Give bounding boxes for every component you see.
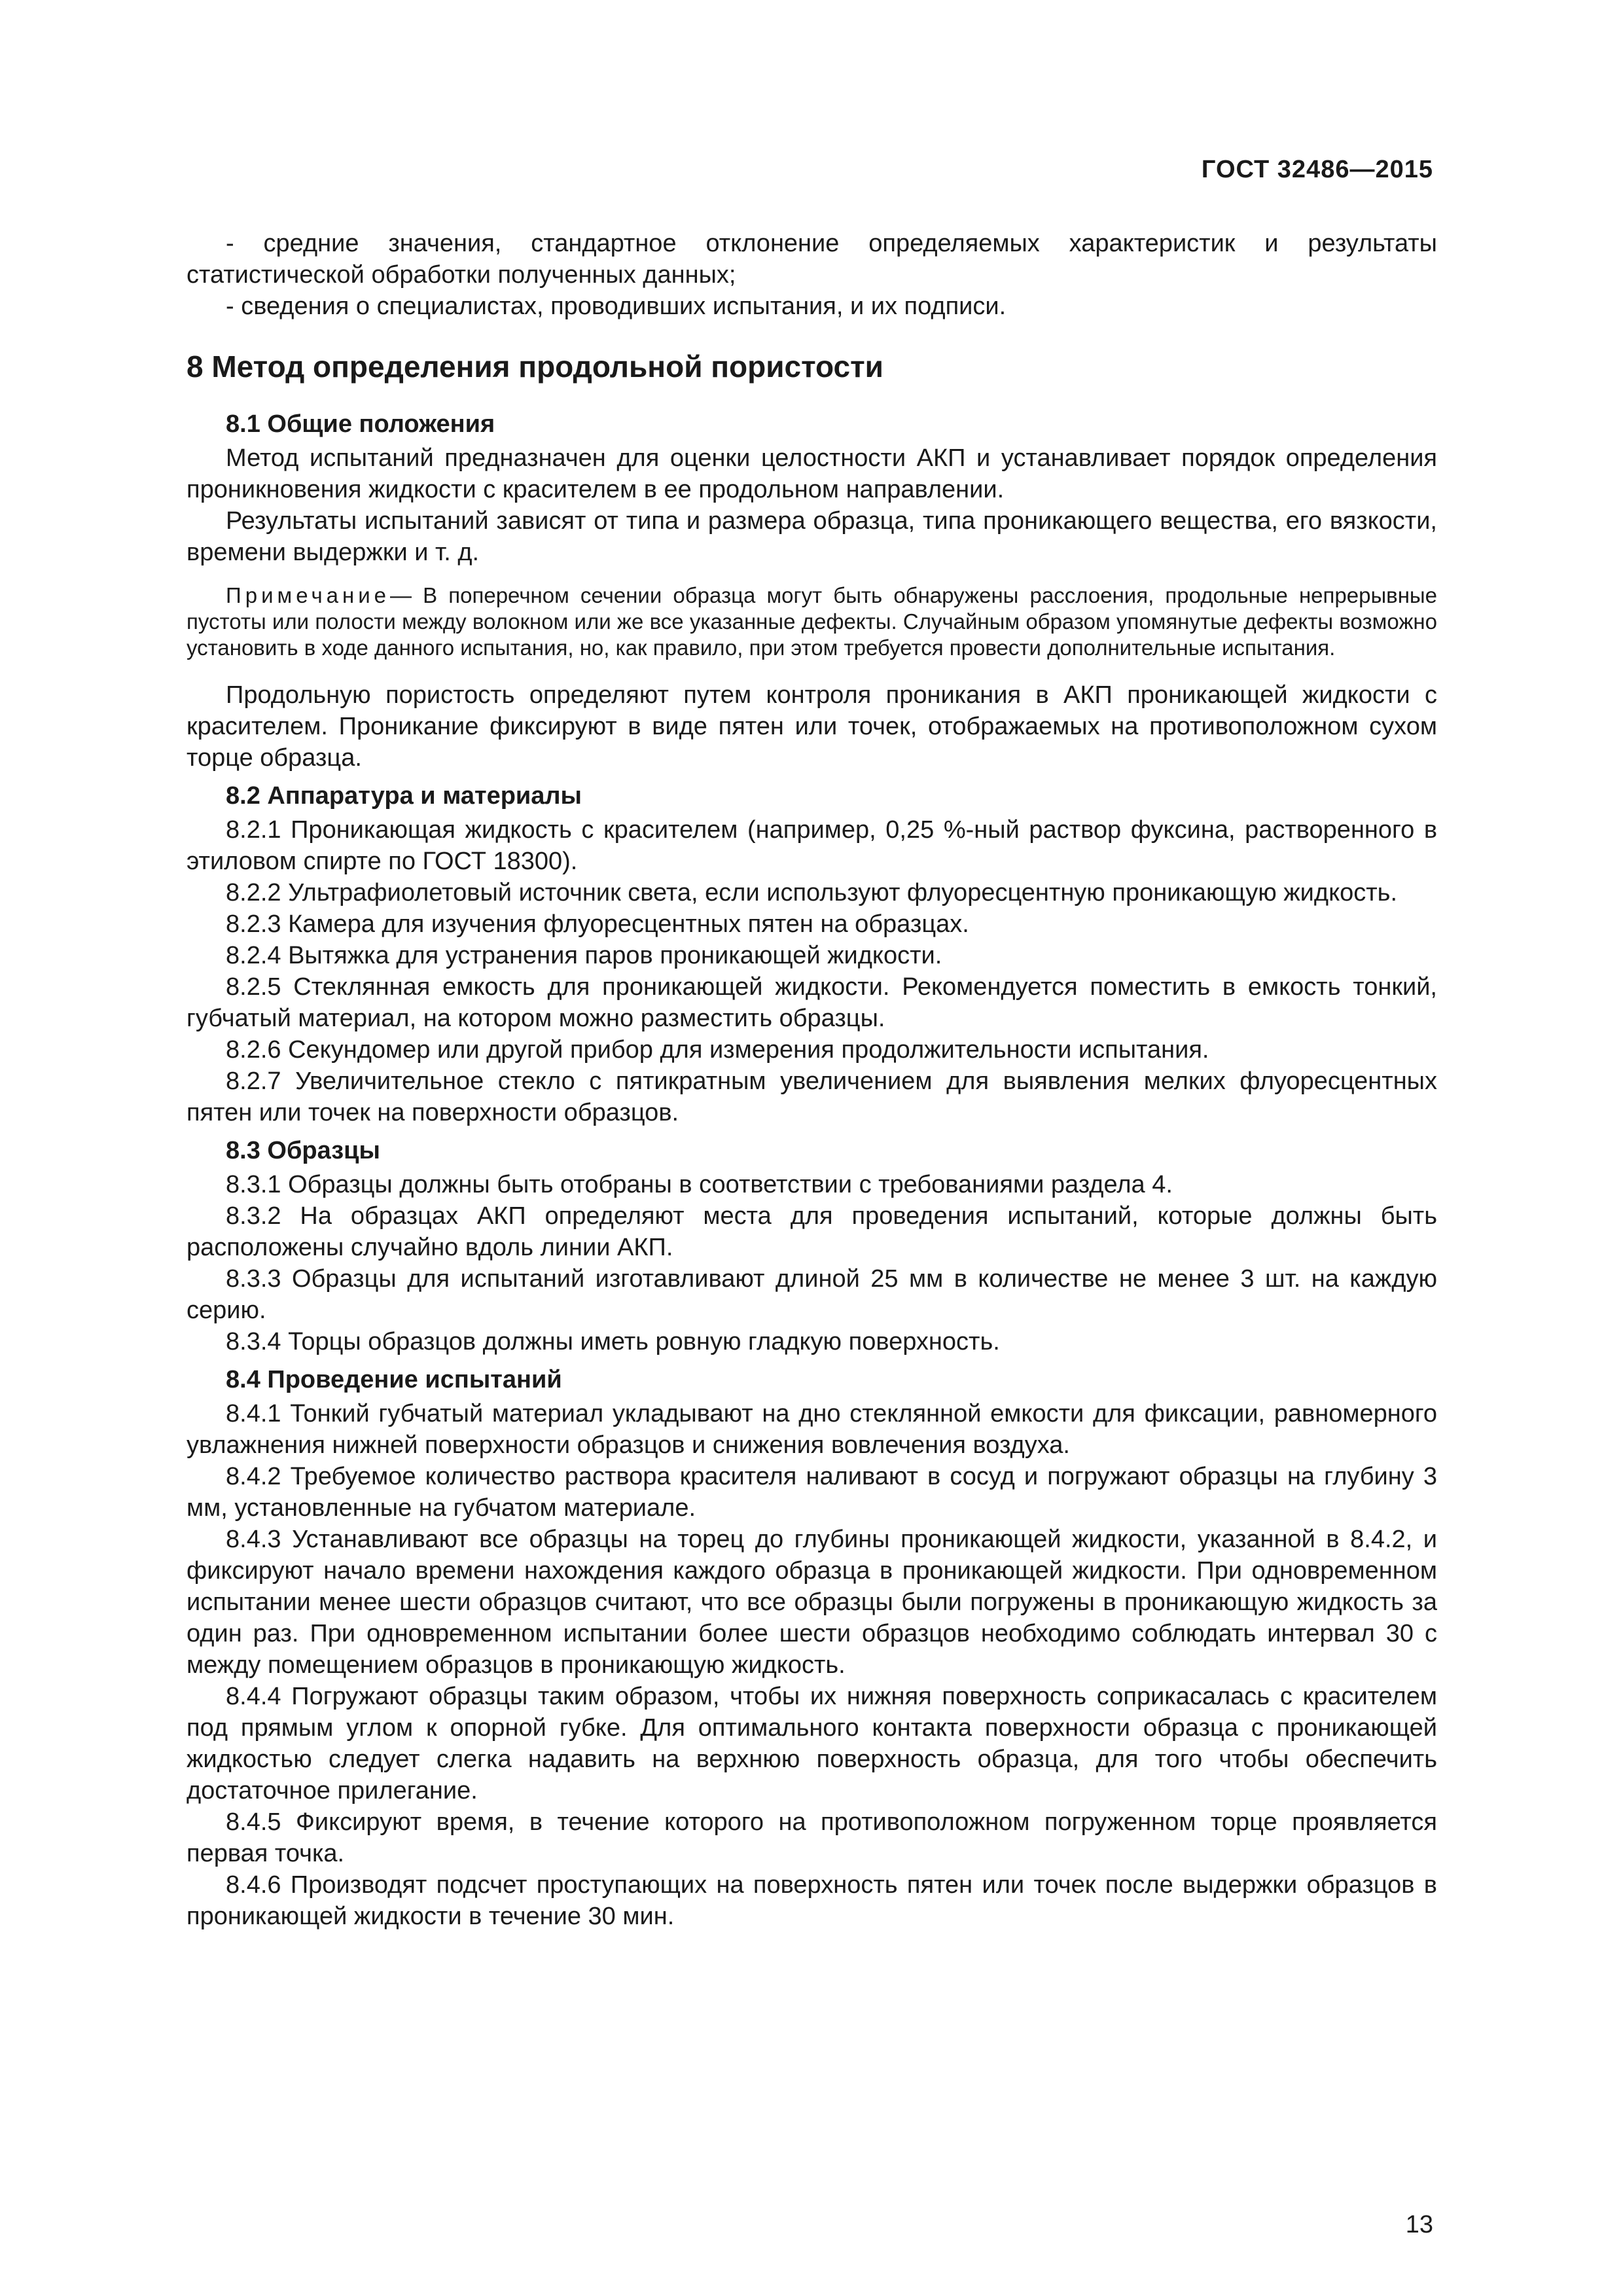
- list-item: 8.4.2 Требуемое количество раствора красителя наливают в сосуд и погружают образцы на глубину 3 мм, установленные на губчатом материале.: [187, 1463, 1437, 1522]
- subsection-title: 8.2 Аппаратура и материалы: [226, 782, 582, 810]
- paragraph: Метод испытаний предназначен для оценки целостности АКП и устанавливает порядок определения проникновения жидкости с красителем в ее продольном направлении.: [187, 444, 1437, 503]
- list-item: 8.4.1 Тонкий губчатый материал укладывают на дно стеклянной емкости для фиксации, равномерного увлажнения нижней поверхности образцов и снижения вовлечения воздуха.: [187, 1400, 1437, 1459]
- intro-line: - сведения о специалистах, проводивших испытания, и их подписи.: [226, 293, 1007, 320]
- list-item: 8.4.6 Производят подсчет проступающих на поверхность пятен или точек после выдержки образцов в проникающей жидкости в течение 30 мин.: [187, 1871, 1437, 1930]
- subsection-title: 8.4 Проведение испытаний: [226, 1366, 562, 1393]
- subsection-title: 8.3 Образцы: [226, 1137, 380, 1164]
- list-item: 8.2.7 Увеличительное стекло с пятикратным увеличением для выявления мелких флуоресцентных пятен или точек на поверхности образцов.: [187, 1067, 1437, 1126]
- note: [187, 583, 1437, 661]
- intro-line: - средние значения, стандартное отклонение определяемых характеристик и результаты статистической обработки полученных данных;: [187, 230, 1437, 289]
- subsection-title: 8.1 Общие положения: [226, 410, 495, 438]
- list-item: 8.3.2 На образцах АКП определяют места для проведения испытаний, которые должны быть расположены случайно вдоль линии АКП.: [187, 1202, 1437, 1261]
- paragraph: Результаты испытаний зависят от типа и размера образца, типа проникающего вещества, его вязкости, времени выдержки и т. д.: [187, 507, 1437, 566]
- list-item: 8.2.1 Проникающая жидкость с красителем (например, 0,25 %-ный раствор фуксина, растворенного в этиловом спирте по ГОСТ 18300).: [187, 816, 1437, 875]
- page-number: 13: [1405, 2211, 1433, 2238]
- list-item: 8.2.6 Секундомер или другой прибор для измерения продолжительности испытания.: [226, 1036, 1209, 1064]
- section-title: 8 Метод определения продольной пористости: [187, 350, 883, 384]
- list-item: 8.4.5 Фиксируют время, в течение которого на противоположном погруженном торце проявляется первая точка.: [187, 1808, 1437, 1867]
- document-body: [187, 228, 1437, 1932]
- note-label: Примечание: [226, 583, 391, 607]
- list-item: 8.4.3 Устанавливают все образцы на торец до глубины проникающей жидкости, указанной в 8.4.2, и фиксируют начало времени нахождения каждого образца в проникающей жидкости. При одновременном испытании менее шести образцов считают, что все образцы были погружены в проникающую жидкость за один раз. При одновременном испытании более шести образцов необходимо соблюдать интервал 30 с между помещением образцов в проникающую жидкость.: [187, 1526, 1437, 1679]
- list-item: 8.4.4 Погружают образцы таким образом, чтобы их нижняя поверхность соприкасалась с красителем под прямым углом к опорной губке. Для оптимального контакта поверхности образца с проникающей жидкостью следует слегка надавить на верхнюю поверхность образца, для того чтобы обеспечить достаточное прилегание.: [187, 1683, 1437, 1804]
- standard-number: ГОСТ 32486—2015: [1201, 156, 1433, 183]
- paragraph: Продольную пористость определяют путем контроля проникания в АКП проникающей жидкости с красителем. Проникание фиксируют в виде пятен или точек, отображаемых на противоположном сухом торце образца.: [187, 681, 1437, 772]
- list-item: 8.2.5 Стеклянная емкость для проникающей жидкости. Рекомендуется поместить в емкость тонкий, губчатый материал, на котором можно разместить образцы.: [187, 973, 1437, 1032]
- list-item: 8.3.1 Образцы должны быть отобраны в соответствии с требованиями раздела 4.: [226, 1171, 1173, 1198]
- list-item: 8.2.2 Ультрафиолетовый источник света, если используют флуоресцентную проникающую жидкость.: [226, 879, 1398, 906]
- list-item: 8.2.3 Камера для изучения флуоресцентных пятен на образцах.: [226, 910, 969, 938]
- list-item: 8.3.4 Торцы образцов должны иметь ровную гладкую поверхность.: [226, 1328, 1000, 1355]
- list-item: 8.2.4 Вытяжка для устранения паров проникающей жидкости.: [226, 942, 942, 969]
- list-item: 8.3.3 Образцы для испытаний изготавливают длиной 25 мм в количестве не менее 3 шт. на каждую серию.: [187, 1265, 1437, 1324]
- note-text: — В поперечном сечении образца могут быть обнаружены расслоения, продольные непрерывные пустоты или полости между волокном или же все указанные дефекты. Случайным образом упомянутые дефекты возможно установить в ходе данного испытания, но, как правило, при этом требуется провести дополнительные испытания.: [187, 583, 1437, 660]
